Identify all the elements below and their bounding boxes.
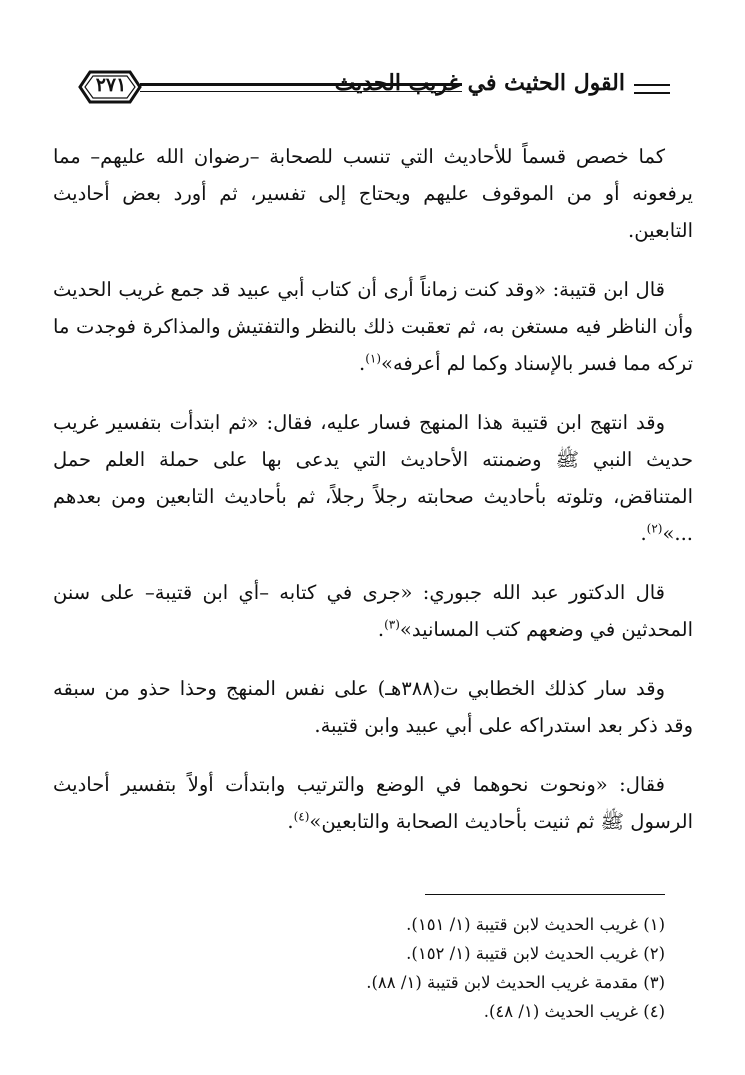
paragraph: فقال: «ونحوت نحوهما في الوضع والترتيب وابتدأت أولاً بتفسير أحاديث الرسول ﷺ ثم ثنيت بأحاديث الصحابة والتابعين»$^{(٤)}$. xyxy=(53,773,693,833)
page-header xyxy=(78,68,670,108)
footnote: (١) غريب الحديث لابن قتيبة (١/ ١٥١). xyxy=(406,915,665,934)
main-text xyxy=(53,138,693,862)
footnote-ref[interactable]: (٣) xyxy=(384,617,400,632)
footnotes-list xyxy=(105,910,665,1026)
paragraph xyxy=(53,138,693,249)
paragraph: وقد انتهج ابن قتيبة هذا المنهج فسار عليه، فقال: «ثم ابتدأت بتفسير غريب حديث النبي ﷺ وضمنته الأحاديث التي يدعى بها على حملة العلم حمل المتناقض، وتلوته بأحاديث صحابته رجلاً رجلاً، ثم بأحاديث التابعين ومن بعدهم ...»$^{(٢)}$. xyxy=(53,411,693,545)
footnote-ref[interactable]: (٢) xyxy=(646,521,663,536)
page-number-frame xyxy=(78,68,142,106)
paragraph xyxy=(53,670,693,744)
header-rule xyxy=(140,83,462,92)
running-title: القول الحثيث في غريب الحديث xyxy=(334,70,625,96)
footnote-ref[interactable]: (١) xyxy=(365,351,382,366)
footnote: (٤) غريب الحديث (١/ ٤٨). xyxy=(483,1002,665,1021)
footnote-separator xyxy=(425,894,665,895)
paragraph-text: قال ابن قتيبة: «وقد كنت زماناً أرى أن كتاب أبي عبيد قد جمع غريب الحديث وأن الناظر فيه مستغن به، ثم تعقبت ذلك بالنظر والتفتيش والمذاكرة فوجدت ما تركه مما فسر بالإسناد وكما لم أعرفه» xyxy=(53,278,693,375)
page-number: ٢٧١ xyxy=(95,74,127,96)
paragraph-text: فقال: «ونحوت نحوهما في الوضع والترتيب وابتدأت أولاً بتفسير أحاديث الرسول ﷺ ثم ثنيت بأحاديث الصحابة والتابعين» xyxy=(53,773,693,833)
footnote-ref[interactable]: (٤) xyxy=(293,809,310,824)
header-ornament-dash xyxy=(634,84,670,94)
paragraph-text: كما خصص قسماً للأحاديث التي تنسب للصحابة –رضوان الله عليهم– مما يرفعونه أو من الموقوف عليهم ويحتاج إلى تفسير، ثم أورد بعض أحاديث التابعين. xyxy=(53,145,693,242)
paragraph-text: قال الدكتور عبد الله جبوري: «جرى في كتابه –أي ابن قتيبة– على سنن المحدثين في وضعهم كتب المسانيد» xyxy=(53,581,693,641)
paragraph-text: وقد سار كذلك الخطابي ت(٣٨٨هـ) على نفس المنهج وحذا حذو من سبقه وقد ذكر بعد استدراكه على أبي عبيد وابن قتيبة. xyxy=(53,677,693,737)
footnote: (٢) غريب الحديث لابن قتيبة (١/ ١٥٢). xyxy=(406,944,665,963)
paragraph: قال ابن قتيبة: «وقد كنت زماناً أرى أن كتاب أبي عبيد قد جمع غريب الحديث وأن الناظر فيه مستغن به، ثم تعقبت ذلك بالنظر والتفتيش والمذاكرة فوجدت ما تركه مما فسر بالإسناد وكما لم أعرفه»$^{(١)}$. xyxy=(53,278,693,375)
paragraph: قال الدكتور عبد الله جبوري: «جرى في كتابه –أي ابن قتيبة– على سنن المحدثين في وضعهم كتب المسانيد»$^{(٣)}$. xyxy=(53,581,693,641)
footnote: (٣) مقدمة غريب الحديث لابن قتيبة (١/ ٨٨). xyxy=(366,973,665,992)
paragraph-text: وقد انتهج ابن قتيبة هذا المنهج فسار عليه، فقال: «ثم ابتدأت بتفسير غريب حديث النبي ﷺ وضمنته الأحاديث التي يدعى بها على حملة العلم حمل المتناقض، وتلوته بأحاديث صحابته رجلاً رجلاً، ثم بأحاديث التابعين ومن بعدهم ...» xyxy=(53,411,693,545)
